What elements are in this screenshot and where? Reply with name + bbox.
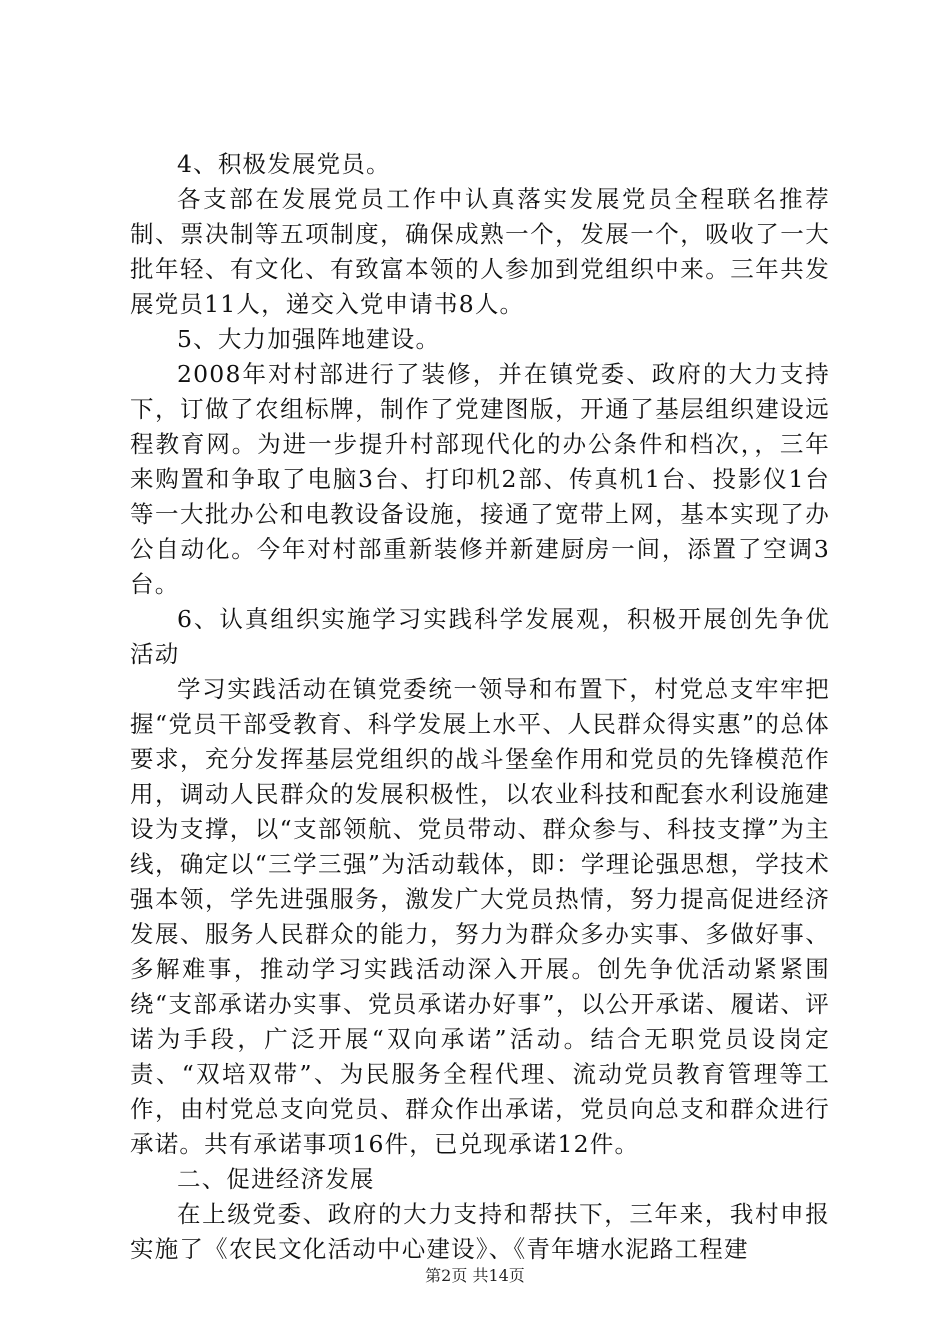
section-heading-economic-development: 二、促进经济发展: [177, 1165, 375, 1193]
document-body: [130, 147, 830, 1267]
section-heading-position-building: 5、大力加强阵地建设。: [177, 325, 441, 353]
page-number-footer: 第2页 共14页: [425, 1266, 525, 1285]
body-paragraph: 各支部在发展党员工作中认真落实发展党员全程联名推荐制、票决制等五项制度，确保成熟一个，发展一个，吸收了一大批年轻、有文化、有致富本领的人参加到党组织中来。三年共发展党员11人，递交入党申请书8人。: [130, 185, 830, 318]
body-paragraph: 在上级党委、政府的大力支持和帮扶下，三年来，我村申报实施了《农民文化活动中心建设》、《青年塘水泥路工程建: [130, 1200, 830, 1263]
body-paragraph: 2008年对村部进行了装修，并在镇党委、政府的大力支持下，订做了农组标牌，制作了党建图版，开通了基层组织建设远程教育网。为进一步提升村部现代化的办公条件和档次，，三年来购置和争取了电脑3台、打印机2部、传真机1台、投影仪1台等一大批办公和电教设备设施，接通了宽带上网，基本实现了办公自动化。今年对村部重新装修并新建厨房一间，添置了空调3台。: [130, 360, 830, 598]
section-heading-study-practice: 6、认真组织实施学习实践科学发展观，积极开展创先争优活动: [130, 605, 830, 668]
section-heading-develop-members: 4、积极发展党员。: [177, 150, 391, 178]
body-paragraph: 学习实践活动在镇党委统一领导和布置下，村党总支牢牢把握“党员干部受教育、科学发展上水平、人民群众得实惠”的总体要求，充分发挥基层党组织的战斗堡垒作用和党员的先锋模范作用，调动人民群众的发展积极性，以农业科技和配套水利设施建设为支撑，以“支部领航、党员带动、群众参与、科技支撑”为主线，确定以“三学三强”为活动载体，即：学理论强思想，学技术强本领，学先进强服务，激发广大党员热情，努力提高促进经济发展、服务人民群众的能力，努力为群众多办实事、多做好事、多解难事，推动学习实践活动深入开展。创先争优活动紧紧围绕“支部承诺办实事、党员承诺办好事”，以公开承诺、履诺、评诺为手段，广泛开展“双向承诺”活动。结合无职党员设岗定责、“双培双带”、为民服务全程代理、流动党员教育管理等工作，由村党总支向党员、群众作出承诺，党员向总支和群众进行承诺。共有承诺事项16件，已兑现承诺12件。: [130, 675, 830, 1158]
